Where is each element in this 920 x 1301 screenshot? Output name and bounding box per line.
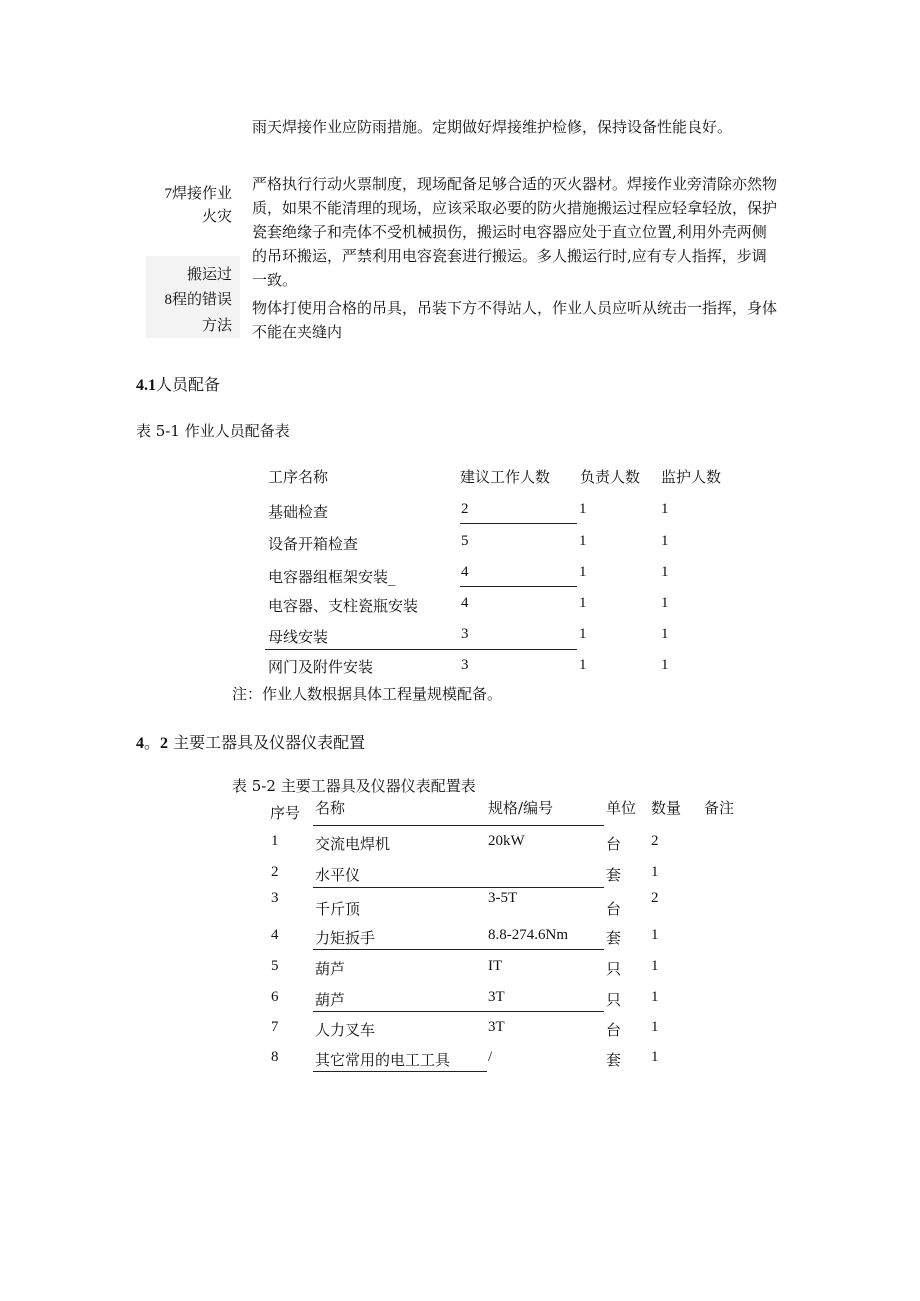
table-5-2-row8-index: 8 xyxy=(271,1049,279,1065)
table-5-2-row4-unit: 套 xyxy=(606,929,622,947)
risk-row-rain-text: 雨天焊接作业应防雨措施。定期做好焊接维护检修，保持设备性能良好。 xyxy=(252,118,733,136)
table-5-1-row3-leaders: 1 xyxy=(579,564,587,580)
section-4-1-title: 人员配备 xyxy=(156,375,221,394)
section-4-2-title: 主要工器具及仪器仪表配置 xyxy=(173,733,366,752)
risk-row-8-label-line2: 程的错误 xyxy=(171,290,232,308)
table-5-2-rule xyxy=(313,887,604,888)
table-5-2-header-spec: 规格/编号 xyxy=(488,799,554,817)
table-5-2-row8-qty: 1 xyxy=(651,1049,659,1065)
table-5-2-row6-unit: 只 xyxy=(606,991,622,1009)
risk-row-8-label xyxy=(140,262,232,338)
table-5-1-header-leaders: 负责人数 xyxy=(580,468,641,486)
table-5-1-row3-process: 电容器组框架安装_ xyxy=(268,568,396,586)
table-5-2-row2-unit: 套 xyxy=(606,866,622,884)
table-5-2-row1-unit: 台 xyxy=(606,835,622,853)
table-5-1-row5-process: 母线安装 xyxy=(268,628,329,646)
table-5-1-row4-workers: 4 xyxy=(461,595,469,611)
table-5-2-header-unit: 单位 xyxy=(606,799,637,817)
section-4-2-heading xyxy=(136,730,365,753)
table-5-1-note: 注：作业人数根据具体工程量规模配备。 xyxy=(232,685,503,703)
table-5-2-row7-index: 7 xyxy=(271,1019,279,1035)
table-5-2-row7-unit: 台 xyxy=(606,1021,622,1039)
table-5-2-row6-qty: 1 xyxy=(651,989,659,1005)
table-5-2-row4-name: 力矩扳手 xyxy=(315,929,376,947)
table-5-2-row4-qty: 1 xyxy=(651,927,659,943)
table-5-2-row6-index: 6 xyxy=(271,989,279,1005)
table-5-2-header-remark: 备注 xyxy=(704,799,735,817)
table-5-2-header-index: 序号 xyxy=(270,804,301,822)
risk-row-7-number: 7 xyxy=(164,186,172,202)
section-4-2-number: 4 xyxy=(136,735,144,752)
table-5-1-row2-workers: 5 xyxy=(461,533,469,549)
table-5-1-row2-process: 设备开箱检查 xyxy=(268,535,359,553)
table-5-2-row7-qty: 1 xyxy=(651,1019,659,1035)
table-5-2-rule xyxy=(313,825,604,826)
table-5-2-row3-spec: 3-5T xyxy=(488,890,518,906)
table-5-1-row2-guardians: 1 xyxy=(661,533,669,549)
table-5-2-row8-name: 其它常用的电工工具 xyxy=(315,1051,451,1069)
table-5-2-header-qty: 数量 xyxy=(651,799,682,817)
table-5-2-header-name: 名称 xyxy=(315,799,346,817)
table-5-2-row3-unit: 台 xyxy=(606,900,622,918)
table-5-1-row3-workers: 4 xyxy=(461,564,469,580)
table-5-1-rule xyxy=(460,523,577,524)
table-5-2-row5-spec: IT xyxy=(488,958,503,974)
table-5-2-row7-name: 人力叉车 xyxy=(315,1021,376,1039)
table-5-2-row6-spec: 3T xyxy=(488,989,505,1005)
table-5-2-row2-qty: 1 xyxy=(651,864,659,880)
table-5-1-header-process: 工序名称 xyxy=(268,468,329,486)
table-5-2-row5-name: 葫芦 xyxy=(315,960,346,978)
table-5-1-row6-leaders: 1 xyxy=(579,657,587,673)
section-4-2-number2: 2 xyxy=(160,735,169,752)
table-5-2-row2-name: 水平仪 xyxy=(315,866,361,884)
table-5-2-row1-spec: 20kW xyxy=(488,833,525,849)
table-5-2-rule xyxy=(313,1011,604,1012)
table-5-2-rule xyxy=(313,949,604,950)
table-5-1-row6-process: 网门及附件安装 xyxy=(268,658,374,676)
table-5-2-row3-index: 3 xyxy=(271,890,279,906)
table-5-1-row6-guardians: 1 xyxy=(661,657,669,673)
risk-row-8-text: 物体打使用合格的吊具，吊装下方不得站人，作业人员应听从统击一指挥，身体不能在夹缝内 xyxy=(252,299,778,341)
table-5-1-header-guardians: 监护人数 xyxy=(661,468,722,486)
section-4-1-number: 4.1 xyxy=(136,377,156,394)
risk-row-7-label xyxy=(140,182,232,227)
table-5-2-row3-qty: 2 xyxy=(651,890,659,906)
table-5-1-row1-leaders: 1 xyxy=(579,501,587,517)
table-5-1-row5-guardians: 1 xyxy=(661,626,669,642)
table-5-1-row4-leaders: 1 xyxy=(579,595,587,611)
table-5-1-caption: 表 5-1 作业人员配备表 xyxy=(136,422,290,440)
risk-row-7-label-line1: 焊接作业 xyxy=(171,184,232,202)
table-5-2-row1-qty: 2 xyxy=(651,833,659,849)
risk-row-8-number: 8 xyxy=(164,292,172,308)
table-5-2-row5-qty: 1 xyxy=(651,958,659,974)
table-5-2-rule xyxy=(313,1071,487,1072)
table-5-1-rule xyxy=(460,586,577,587)
table-5-2-row1-index: 1 xyxy=(271,833,279,849)
table-5-2-row1-name: 交流电焊机 xyxy=(315,835,391,853)
table-5-1-row5-workers: 3 xyxy=(461,626,469,642)
table-5-2-row5-unit: 只 xyxy=(606,960,622,978)
table-5-2-row2-index: 2 xyxy=(271,864,279,880)
table-5-1-row1-process: 基础检查 xyxy=(268,503,329,521)
risk-row-7-text: 严格执行行动火票制度，现场配备足够合适的灭火器材。焊接作业旁清除亦然物质，如果不能清理的现场，应该采取必要的防火措施搬运过程应轻拿轻放，保护瓷套绝缘子和壳体不受机械损伤，搬运时电容器应处于直立位置,利用外壳两侧的吊环搬运，严禁利用电容瓷套进行搬运。多人搬运行时,应有专人指挥，步调一致。 xyxy=(252,175,778,289)
table-5-1-row6-workers: 3 xyxy=(461,657,469,673)
table-5-2-row7-spec: 3T xyxy=(488,1019,505,1035)
table-5-2-row3-name: 千斤顶 xyxy=(315,900,361,918)
table-5-2-row4-index: 4 xyxy=(271,927,279,943)
table-5-2-row8-unit: 套 xyxy=(606,1051,622,1069)
section-4-2-sep: 。 xyxy=(144,733,161,752)
table-5-1-row2-leaders: 1 xyxy=(579,533,587,549)
table-5-1-header-workers: 建议工作人数 xyxy=(460,468,551,486)
table-5-2-row8-spec: / xyxy=(488,1049,493,1065)
table-5-1-rule xyxy=(265,649,577,650)
table-5-1-row1-guardians: 1 xyxy=(661,501,669,517)
table-5-1-row5-leaders: 1 xyxy=(579,626,587,642)
section-4-1-heading xyxy=(136,372,220,395)
table-5-1-row4-guardians: 1 xyxy=(661,595,669,611)
table-5-2-row5-index: 5 xyxy=(271,958,279,974)
table-5-2-row6-name: 葫芦 xyxy=(315,991,346,1009)
table-5-2-row4-spec: 8.8-274.6Nm xyxy=(488,927,568,943)
table-5-2-caption: 表 5-2 主要工器具及仪器仪表配置表 xyxy=(232,777,476,795)
risk-row-8-label-line1: 搬运过 xyxy=(186,265,232,283)
table-5-1-row3-guardians: 1 xyxy=(661,564,669,580)
risk-row-7-label-line2: 火灾 xyxy=(201,207,232,225)
table-5-1-row1-workers: 2 xyxy=(461,501,469,517)
risk-row-8-label-line3: 方法 xyxy=(201,316,232,334)
table-5-1-row4-process: 电容器、支柱瓷瓶安装 xyxy=(268,597,419,615)
